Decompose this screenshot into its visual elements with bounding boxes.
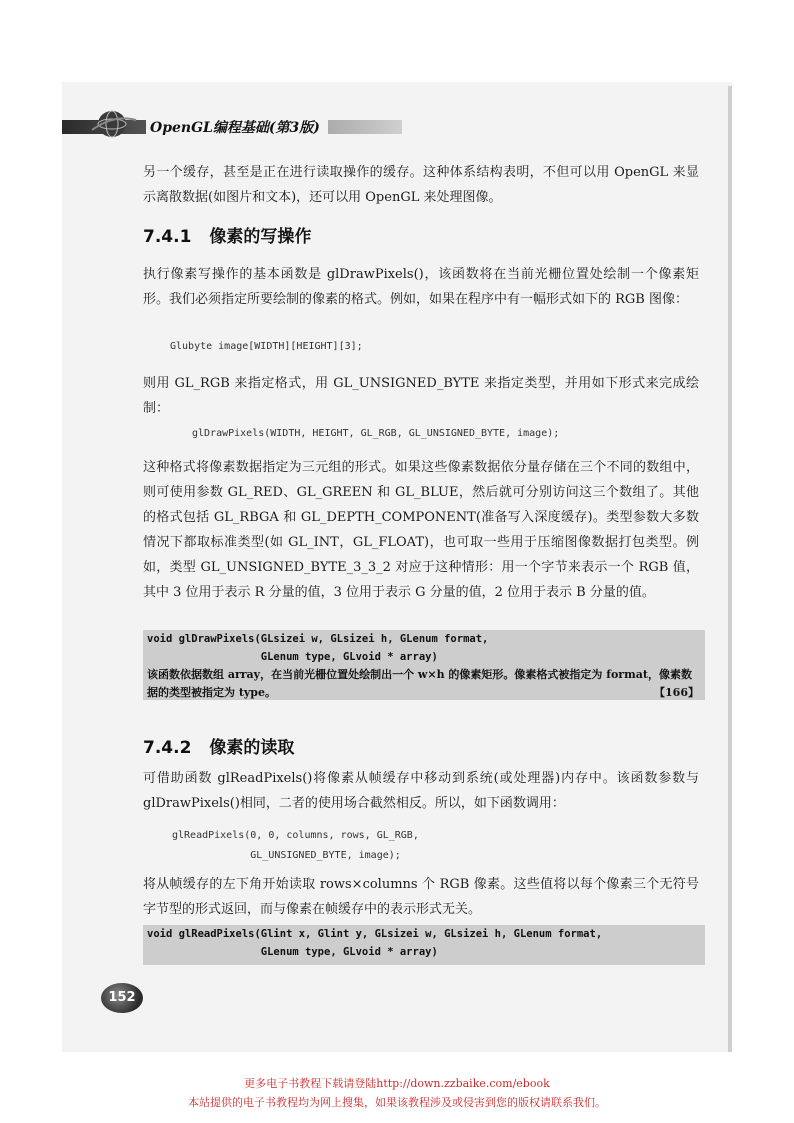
gldrawpixels-description (143, 666, 705, 702)
footer-copyright-notice: 本站提供的电子书教程均为网上搜集，如果该教程涉及或侵害到您的版权请联系我们。 (188, 1096, 606, 1109)
glreadpixels-signature: void glReadPixels(Glint x, Glint y, GLsizei w, GLsizei h, GLenum format, GLenum type, GLvoid * array) (147, 928, 603, 958)
function-definition-box (143, 630, 705, 700)
book-title: OpenGL编程基础(第3版) (146, 120, 328, 136)
paragraph-741-2: 则用 GL_RGB 来指定格式，用 GL_UNSIGNED_BYTE 来指定类型，并用如下形式来完成绘制： (143, 376, 699, 416)
description-text: 该函数依据数组 array，在当前光栅位置处绘制出一个 w×h 的像素矩形。像素格式被指定为 format，像素数据的类型被指定为 type。 (147, 668, 692, 699)
gldrawpixels-signature: void glDrawPixels(GLsizei w, GLsizei h, GLenum format, GLenum type, GLvoid * array) (147, 633, 489, 663)
globe-logo-icon (90, 108, 138, 140)
paragraph-742-1: 可借助函数 glReadPixels()将像素从帧缓存中移动到系统(或处理器)内存中。该函数参数与 glDrawPixels()相同，二者的使用场合截然相反。所以，如下函数调用： (143, 771, 699, 811)
paragraph-741-1: 执行像素写操作的基本函数是 glDrawPixels()，该函数将在当前光栅位置处绘制一个像素矩形。我们必须指定所要绘制的像素的格式。例如，如果在程序中有一幅形式如下的 RGB 图像： (143, 267, 699, 307)
code-image-declaration: Glubyte image[WIDTH][HEIGHT][3]; (170, 341, 363, 352)
paragraph-741-3: 这种格式将像素数据指定为三元组的形式。如果这些像素数据依分量存储在三个不同的数组中，则可使用参数 GL_RED、GL_GREEN 和 GL_BLUE，然后就可分别访问这三个数组了。其他的格式包括 GL_RBGA 和 GL_DEPTH_COMPONENT(准备写入深度缓存)。类型参数大多数情况下都取标准类型(如 GL_INT，GL_FLOAT)，也可取一些用于压缩图像数据打包类型。例如，类型 GL_UNSIGNED_BYTE_3_3_2 对应于这种情形：用一个字节来表示一个 RGB 值，其中 3 位用于表示 R 分量的值，3 位用于表示 G 分量的值，2 位用于表示 B 分量的值。 (143, 460, 699, 600)
paragraph-742-2: 将从帧缓存的左下角开始读取 rows×columns 个 RGB 像素。这些值将以每个像素三个无符号字节型的形式返回，而与像素在帧缓存中的表示形式无关。 (143, 877, 699, 917)
intro-paragraph: 另一个缓存，甚至是正在进行读取操作的缓存。这种体系结构表明，不但可以用 OpenGL 来显示离散数据(如图片和文本)，还可以用 OpenGL 来处理图像。 (143, 165, 699, 205)
code-gldrawpixels-call: glDrawPixels(WIDTH, HEIGHT, GL_RGB, GL_UNSIGNED_BYTE, image); (192, 428, 560, 439)
page-edge-shadow (728, 86, 732, 1052)
function-definition-box (143, 925, 705, 965)
section-heading-741 (143, 222, 311, 247)
running-header (62, 108, 402, 148)
section-title: 像素的写操作 (209, 227, 312, 247)
section-heading-742 (143, 733, 294, 758)
margin-page-ref: 【166】 (654, 686, 699, 699)
footer-download-link[interactable]: 更多电子书教程下载请登陆http://down.zzbaike.com/ebook (244, 1077, 550, 1090)
section-number: 7.4.2 (143, 738, 192, 758)
section-number: 7.4.1 (143, 227, 192, 247)
page-number: 152 (101, 983, 143, 1013)
section-title: 像素的读取 (209, 738, 295, 758)
code-glreadpixels-call: glReadPixels(0, 0, columns, rows, GL_RGB, GL_UNSIGNED_BYTE, image); (172, 830, 419, 861)
